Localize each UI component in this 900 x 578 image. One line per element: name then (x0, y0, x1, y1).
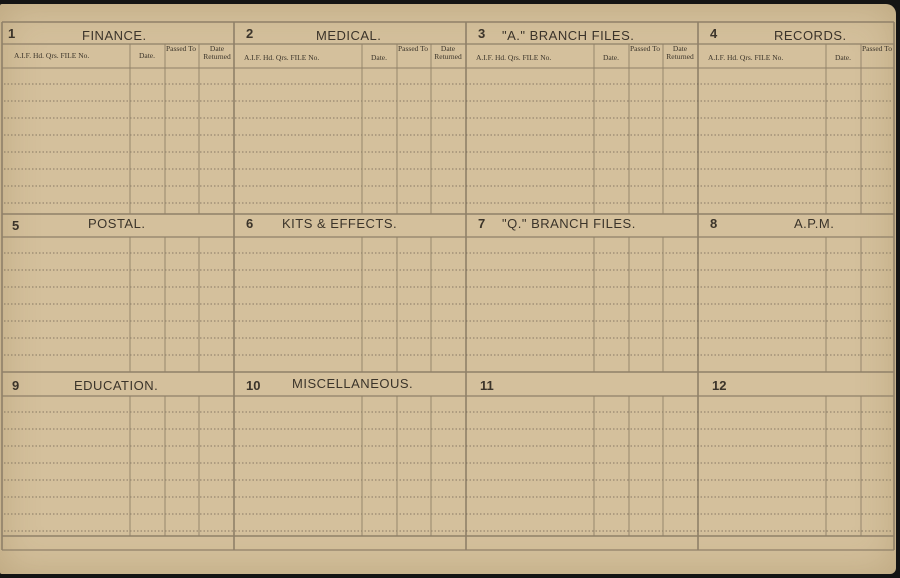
section-5-number: 5 (12, 218, 20, 233)
section-9-title: EDUCATION. (74, 378, 159, 393)
ruled-grid (0, 4, 896, 574)
col-header-file-no: A.I.F. Hd. Qrs. FILE No. (708, 53, 784, 62)
section-8-title: A.P.M. (794, 216, 835, 231)
section-1-number: 1 (8, 26, 16, 41)
col-header-date-returned: Date Returned (203, 44, 231, 61)
col-header-passed-to: Passed To (398, 44, 428, 53)
section-3-title: "A." BRANCH FILES. (502, 28, 635, 43)
section-9-number: 9 (12, 378, 20, 393)
section-1-title: FINANCE. (82, 28, 147, 43)
col-header-passed-to: Passed To (862, 45, 892, 53)
section-3-number: 3 (478, 26, 486, 41)
section-10-number: 10 (246, 378, 261, 393)
section-5-title: POSTAL. (88, 216, 146, 231)
col-header-date: Date. (834, 53, 852, 62)
col-header-file-no: A.I.F. Hd. Qrs. FILE No. (14, 51, 90, 60)
section-11-number: 11 (480, 378, 494, 393)
section-12-number: 12 (712, 378, 727, 393)
section-2-title: MEDICAL. (316, 28, 382, 43)
section-7-title: "Q." BRANCH FILES. (502, 216, 636, 231)
section-6-number: 6 (246, 216, 254, 231)
section-7-number: 7 (478, 216, 486, 231)
section-6-title: KITS & EFFECTS. (282, 216, 398, 231)
section-10-title: MISCELLANEOUS. (292, 376, 414, 391)
col-header-date-returned: Date Returned (434, 44, 462, 61)
col-header-file-no: A.I.F. Hd. Qrs. FILE No. (244, 53, 320, 62)
section-2-number: 2 (246, 26, 254, 41)
col-header-passed-to: Passed To (166, 44, 196, 53)
col-header-file-no: A.I.F. Hd. Qrs. FILE No. (476, 53, 552, 62)
col-header-date: Date. (602, 53, 620, 62)
section-4-title: RECORDS. (774, 28, 847, 43)
file-record-card (0, 4, 896, 574)
col-header-date: Date. (138, 51, 156, 60)
section-4-number: 4 (710, 26, 718, 41)
section-8-number: 8 (710, 216, 718, 231)
col-header-date: Date. (370, 53, 388, 62)
col-header-date-returned: Date Returned (666, 44, 694, 61)
col-header-passed-to: Passed To (630, 44, 660, 53)
